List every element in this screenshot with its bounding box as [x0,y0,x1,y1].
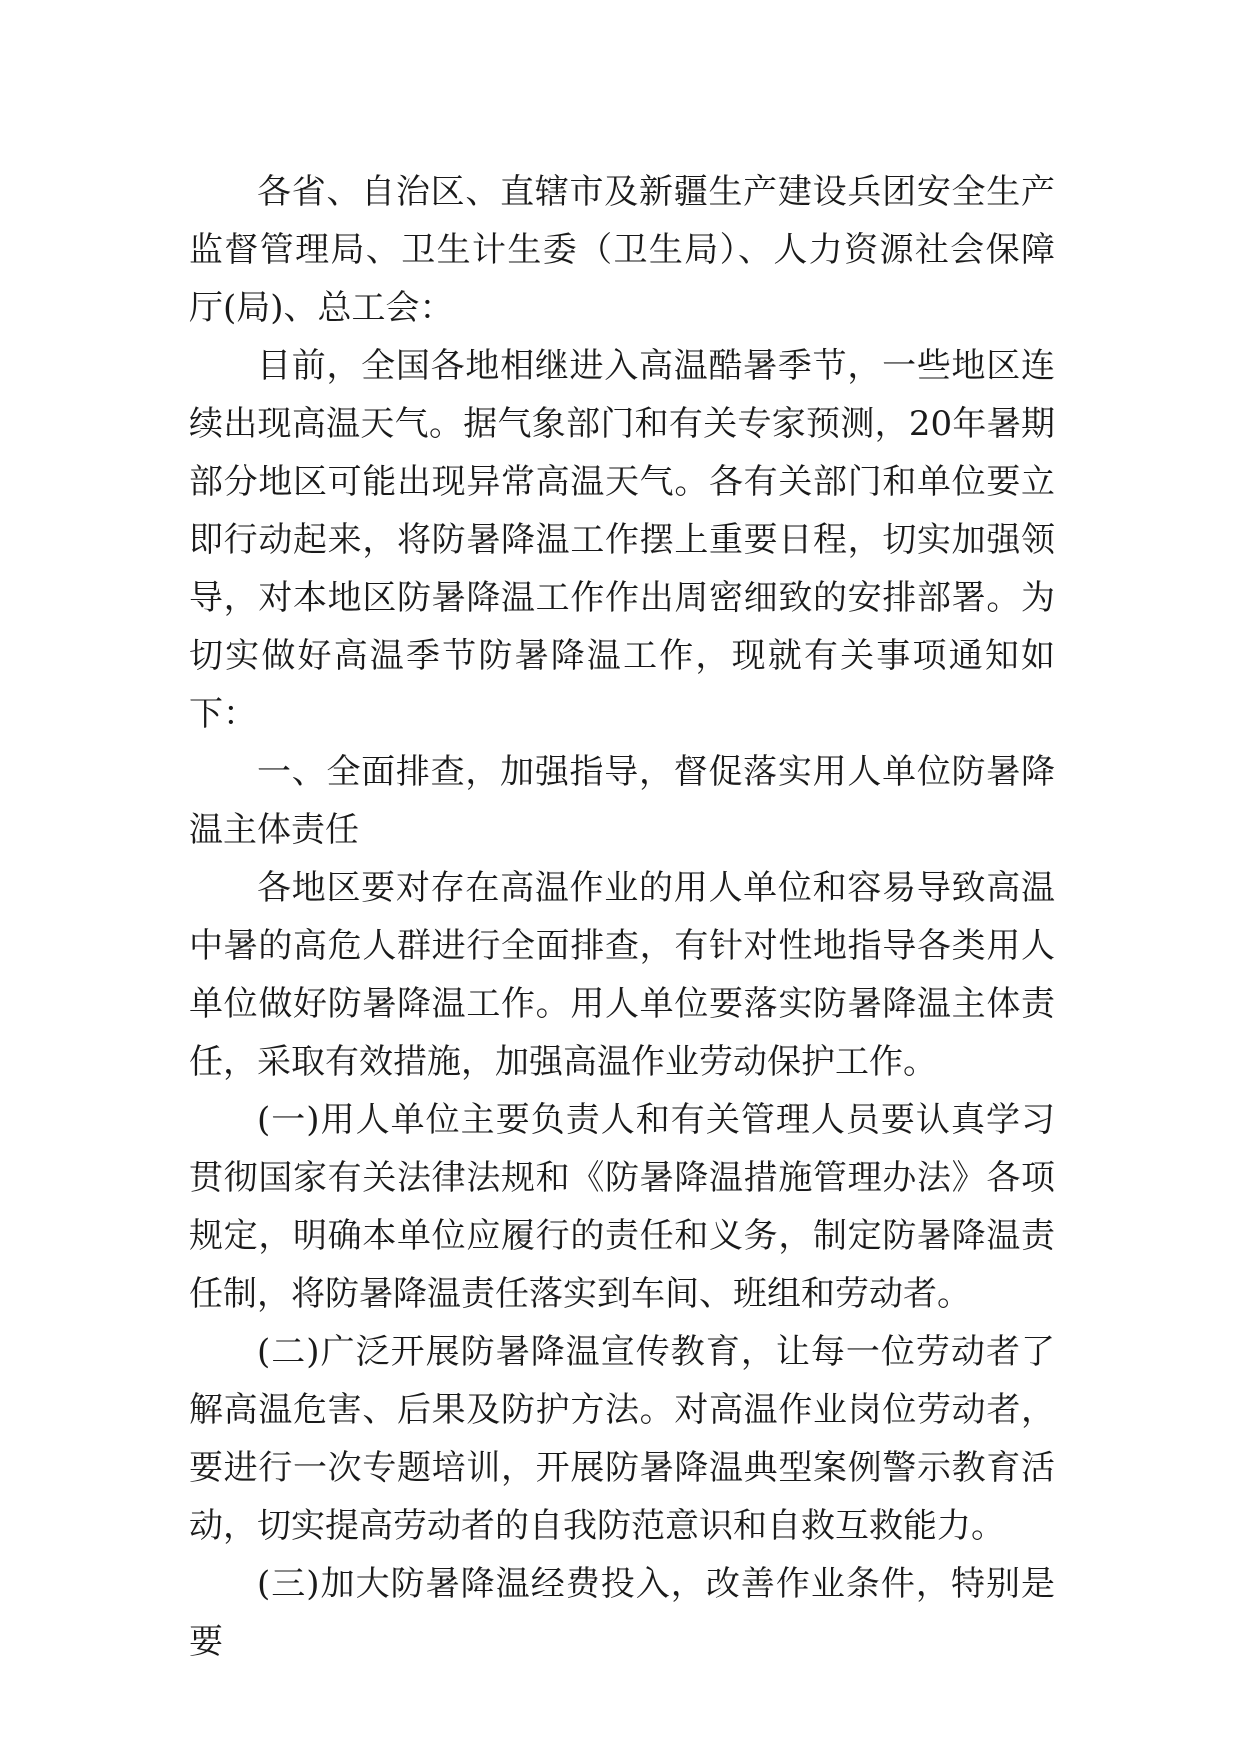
document-body [189,163,1055,1671]
salutation-paragraph: 各省、自治区、直辖市及新疆生产建设兵团安全生产监督管理局、卫生计生委（卫生局）、人力资源社会保障厅(局)、总工会： [189,172,1055,328]
section-1-body-paragraph: 各地区要对存在高温作业的用人单位和容易导致高温中暑的高危人群进行全面排查，有针对性地指导各类用人单位做好防暑降温工作。用人单位要落实防暑降温主体责任，采取有效措施，加强高温作业劳动保护工作。 [189,868,1055,1082]
section-1-heading: 一、全面排查，加强指导，督促落实用人单位防暑降温主体责任 [189,752,1055,850]
item-1-paragraph: (一)用人单位主要负责人和有关管理人员要认真学习贯彻国家有关法律法规和《防暑降温措施管理办法》各项规定，明确本单位应履行的责任和义务，制定防暑降温责任制，将防暑降温责任落实到车间、班组和劳动者。 [189,1100,1055,1314]
item-3-paragraph: (三)加大防暑降温经费投入，改善作业条件，特别是要 [189,1564,1055,1662]
intro-paragraph: 目前，全国各地相继进入高温酷暑季节，一些地区连续出现高温天气。据气象部门和有关专家预测，20年暑期部分地区可能出现异常高温天气。各有关部门和单位要立即行动起来，将防暑降温工作摆上重要日程，切实加强领导，对本地区防暑降温工作作出周密细致的安排部署。为切实做好高温季节防暑降温工作，现就有关事项通知如下： [189,346,1055,734]
item-2-paragraph: (二)广泛开展防暑降温宣传教育，让每一位劳动者了解高温危害、后果及防护方法。对高温作业岗位劳动者，要进行一次专题培训，开展防暑降温典型案例警示教育活动，切实提高劳动者的自我防范意识和自救互救能力。 [189,1332,1055,1546]
